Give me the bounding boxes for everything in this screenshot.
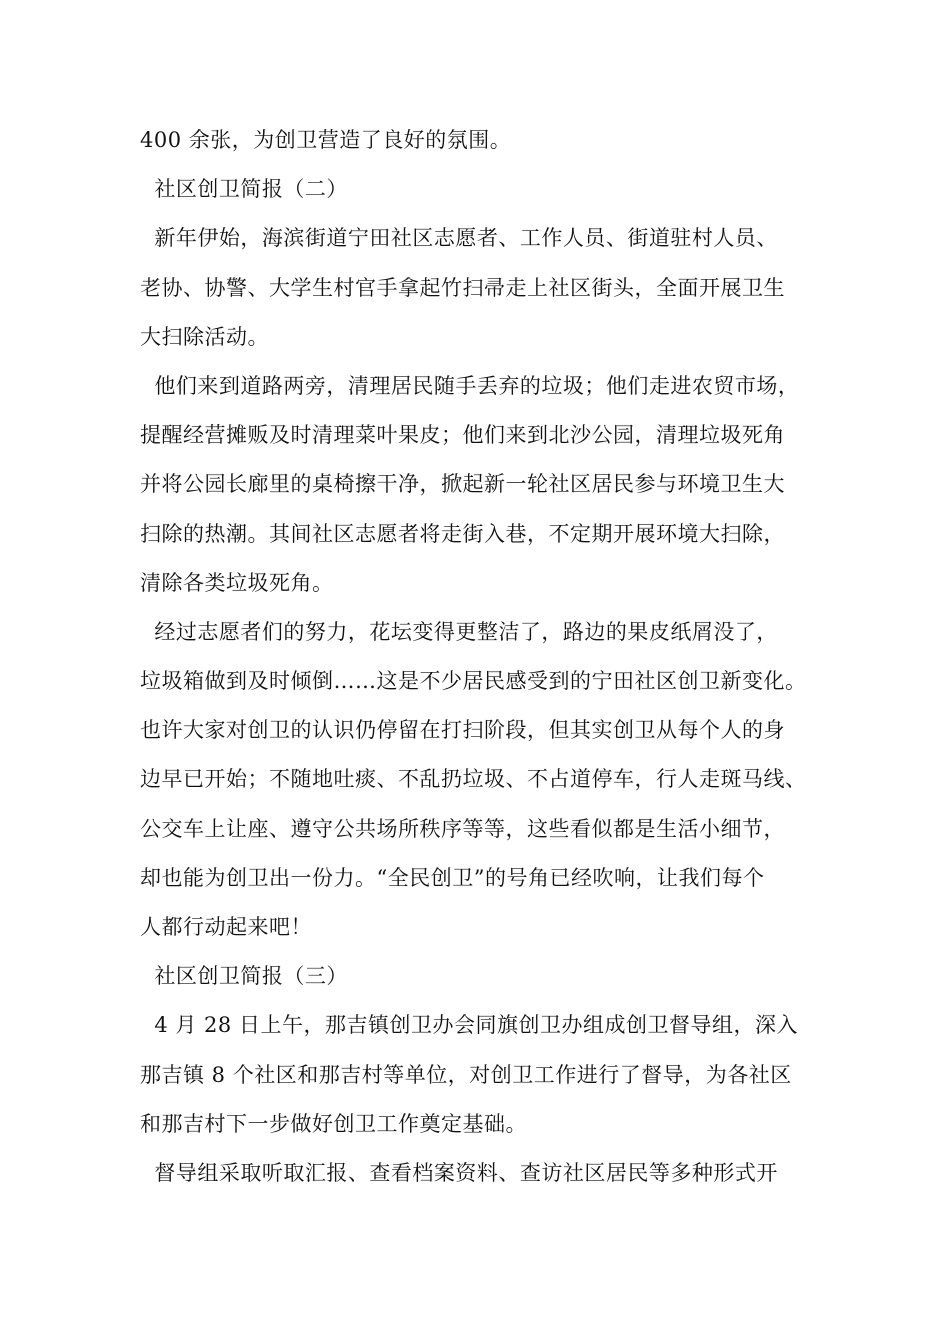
- text-line: 老协、协警、大学生村官手拿起竹扫帚走上社区街头，全面开展卫生: [140, 275, 785, 300]
- text-line: 400 余张，为创卫营造了良好的氛围。: [140, 128, 512, 152]
- text-line: 那吉镇 8 个社区和那吉村等单位，对创卫工作进行了督导，为各社区: [140, 1062, 792, 1087]
- text-line: 他们来到道路两旁，清理居民随手丢弃的垃圾；他们走进农贸市场，: [140, 373, 800, 398]
- text-line: 和那吉村下一步做好创卫工作奠定基础。: [140, 1111, 527, 1136]
- text-line: 经过志愿者们的努力，花坛变得更整洁了，路边的果皮纸屑没了，: [140, 619, 778, 644]
- text-line: 公交车上让座、遵守公共场所秩序等等，这些看似都是生活小细节，: [140, 816, 785, 841]
- text-line: 却也能为创卫出一份力。“全民创卫”的号角已经吹响，让我们每个: [140, 865, 765, 890]
- text-line: 大扫除活动。: [140, 324, 269, 349]
- text-line: 督导组采取听取汇报、查看档案资料、查访社区居民等多种形式开: [140, 1160, 778, 1185]
- document-body: [140, 116, 840, 1198]
- text-line: 人都行动起来吧！: [140, 915, 312, 939]
- text-line: 清除各类垃圾死角。: [140, 570, 334, 595]
- text-line: 并将公园长廊里的桌椅擦干净，掀起新一轮社区居民参与环境卫生大: [140, 472, 785, 497]
- text-line: 4 月 28 日上午，那吉镇创卫办会同旗创卫办组成创卫督导组，深入: [140, 1013, 798, 1038]
- text-line: 边早已开始；不随地吐痰、不乱扔垃圾、不占道停车，行人走斑马线、: [140, 767, 807, 792]
- text-line: 新年伊始，海滨街道宁田社区志愿者、工作人员、街道驻村人员、: [140, 226, 778, 251]
- section-heading: 社区创卫简报（三）: [140, 964, 348, 989]
- text-line: 扫除的热潮。其间社区志愿者将走街入巷，不定期开展环境大扫除，: [140, 521, 785, 546]
- text-line: 垃圾箱做到及时倾倒……这是不少居民感受到的宁田社区创卫新变化。: [140, 669, 807, 694]
- text-line: 提醒经营摊贩及时清理菜叶果皮；他们来到北沙公园，清理垃圾死角: [140, 423, 785, 448]
- text-line: 也许大家对创卫的认识仍停留在打扫阶段，但其实创卫从每个人的身: [140, 718, 785, 743]
- section-heading: 社区创卫简报（二）: [140, 177, 348, 202]
